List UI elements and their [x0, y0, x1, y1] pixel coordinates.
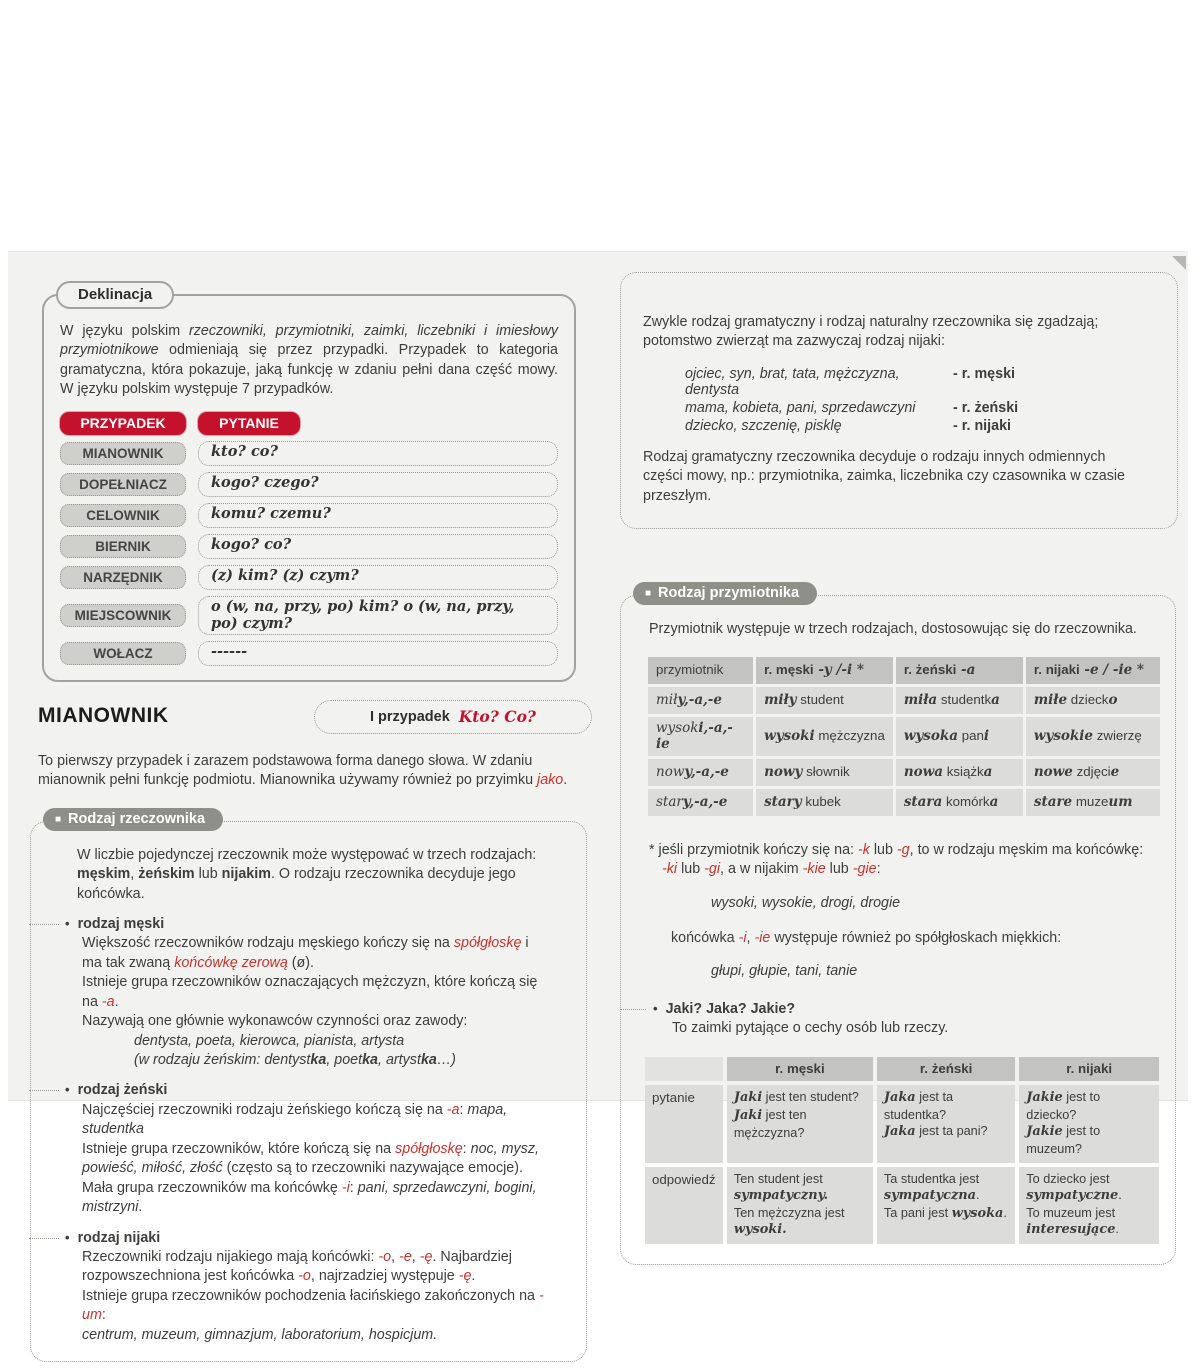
table-cell: miłe dziecko	[1026, 687, 1160, 714]
question-answer-table	[641, 1053, 1163, 1248]
mianownik-heading-row	[30, 704, 596, 742]
case-question: komu? czemu?	[198, 503, 558, 528]
book-page	[8, 252, 1188, 1343]
table-cell: wysoki mężczyzna	[756, 717, 893, 756]
case-question: kto? co?	[198, 441, 558, 466]
bullet-title: rodzaj żeński	[77, 1082, 168, 1099]
rodzaj-naturalny-box	[620, 272, 1178, 529]
table-cell: wysokie zwierzę	[1026, 717, 1160, 756]
case-number-label: I przypadek	[370, 708, 450, 725]
example-line: (w rodzaju żeńskim: dentystka, poetka, artystka…)	[134, 1052, 456, 1068]
case-pill: WOŁACZ	[60, 642, 186, 665]
header-cell: r. męski	[727, 1057, 873, 1081]
example-line: głupi, głupie, tani, tanie	[711, 963, 858, 980]
bullet-rodzaj-meski	[65, 915, 572, 1071]
bullet-paragraph: Najczęściej rzeczowniki rodzaju żeńskiego kończą się na -a: mapa, studentka	[82, 1101, 508, 1138]
bullet-paragraph: Istnieje grupa rzeczowników pochodzenia łacińskiego zakończonych na -um:	[82, 1287, 544, 1324]
adjective-table-row	[648, 687, 1160, 714]
row-label: odpowiedź	[645, 1167, 723, 1245]
case-question: kogo? czego?	[198, 472, 558, 497]
rodzaj-przymiotnika-box	[620, 585, 1176, 1265]
table-cell: miły,-a,-e	[648, 687, 753, 714]
header-cell: r. żeński	[877, 1057, 1015, 1081]
case-question: ------	[198, 641, 558, 666]
case-pill: CELOWNIK	[60, 504, 186, 527]
deklinacja-label: Deklinacja	[56, 281, 174, 309]
example-line: wysoki, wysokie, drogi, drogie	[711, 894, 901, 911]
table-cell: Jaki jest ten student? Jaki jest ten mężczyzna?	[727, 1085, 873, 1163]
question-column-header: PYTANIE	[198, 412, 300, 435]
bullet-paragraph: Istnieje grupa rzeczowników, które kończą się na spółgłoskę: noc, mysz, powieść, miłość, złość (często są to rzeczowniki nazywające emocje).	[82, 1140, 539, 1177]
adjective-table-row	[648, 717, 1160, 756]
case-pill: MIEJSCOWNIK	[60, 604, 186, 627]
mianownik-heading: MIANOWNIK	[38, 703, 169, 727]
case-question: o (w, na, przy, po) kim? o (w, na, przy, po) czym?	[198, 596, 558, 635]
round-bullet-icon: •	[653, 1000, 658, 1016]
bullet-paragraph: Rzeczowniki rodzaju nijakiego mają końcówki: -o, -e, -ę. Najbardziej rozpowszechniona jest końcówka -o, najrzadziej występuje -ę.	[82, 1248, 512, 1285]
table-cell: nowy,-a,-e	[648, 759, 753, 786]
section-pill-label: Rodzaj przymiotnika	[658, 585, 800, 602]
adjective-table-row	[648, 759, 1160, 786]
footnote: * jeśli przymiotnik kończy się na: -k lub -g, to w rodzaju męskim ma końcówkę: -ki lub -gi, a w nijakim -kie lub -gie:	[649, 841, 1144, 878]
section-pill	[633, 582, 817, 605]
case-number-badge	[314, 700, 592, 734]
qa-table-row-pytanie	[645, 1085, 1159, 1163]
table-cell: stara komórka	[896, 789, 1023, 816]
gender-label: - r. żeński	[953, 399, 1019, 416]
table-cell: nowe zdjęcie	[1026, 759, 1160, 786]
header-cell: r. męski -y /-i *	[756, 657, 893, 684]
gender-label: - r. nijaki	[953, 417, 1012, 434]
table-cell: miła studentka	[896, 687, 1023, 714]
case-pill: DOPEŁNIACZ	[60, 473, 186, 496]
adjective-table	[645, 654, 1163, 819]
paragraph: Zwykle rodzaj gramatyczny i rodzaj naturalny rzeczownika się zgadzają; potomstwo zwierząt ma zazwyczaj rodzaj nijaki:	[643, 314, 1099, 350]
example-words: dziecko, szczenię, pisklę	[685, 417, 842, 434]
case-question-label: Kto? Co?	[458, 707, 536, 727]
square-bullet-icon: ■	[55, 813, 62, 825]
table-cell: Ta studentka jest sympatyczna. Ta pani jest wysoka.	[877, 1167, 1015, 1245]
table-cell: Ten student jest sympatyczny. Ten mężczyzna jest wysoki.	[727, 1167, 873, 1245]
bullet-title: rodzaj nijaki	[77, 1229, 161, 1246]
case-pill: MIANOWNIK	[60, 442, 186, 465]
bullet-rodzaj-nijaki	[65, 1229, 572, 1346]
deklinacja-intro: W języku polskim rzeczowniki, przymiotniki, zaimki, liczebniki i imiesłowy przymiotnikowe odmieniają się przez przypadki. Przypadek to kategoria gramatyczna, która pokazuje, jaką funkcję w zdaniu pełni dana część mowy. W języku polskim występuje 7 przypadków.	[60, 323, 558, 398]
bullet-rodzaj-zenski	[65, 1081, 572, 1217]
section-pill-label: Rodzaj rzeczownika	[68, 810, 206, 827]
right-column	[620, 252, 1176, 1265]
case-column-header: PRZYPADEK	[60, 412, 186, 435]
bullet-title: rodzaj męski	[77, 915, 165, 932]
adjective-table-row	[648, 789, 1160, 816]
deklinacja-box	[42, 286, 576, 682]
rodzaj-rzeczownika-intro: W liczbie pojedynczej rzeczownik może występować w trzech rodzajach: męskim, żeńskim lub nijakim. O rodzaju rzeczownika decyduje jego końcówka.	[77, 846, 537, 902]
table-cell: stare muzeum	[1026, 789, 1160, 816]
mianownik-intro: To pierwszy przypadek i zarazem podstawowa forma danego słowa. W zdaniu mianownik pełni funkcję podmiotu. Mianownika używamy również po przyimku jako.	[38, 752, 568, 789]
gender-examples	[685, 366, 1167, 434]
table-cell: wysoki,-a,-ie	[648, 717, 753, 756]
example-words: ojciec, syn, brat, tata, mężczyzna, dentysta	[685, 365, 900, 398]
header-cell: r. żeński -a	[896, 657, 1023, 684]
round-bullet-icon: •	[65, 1082, 70, 1098]
case-table	[60, 412, 558, 666]
paragraph: Rodzaj gramatyczny rzeczownika decyduje o rodzaju innych odmiennych części mowy, np.: przymiotnika, zaimka, liczebnika czy czasownika w czasie przeszłym.	[643, 448, 1126, 504]
case-question: (z) kim? (z) czym?	[198, 565, 558, 590]
bullet-title: Jaki? Jaka? Jakie?	[665, 1000, 796, 1017]
header-cell: przymiotnik	[648, 657, 753, 684]
left-column	[30, 252, 596, 1362]
table-cell: Jakie jest to dziecko? Jakie jest to muzeum?	[1019, 1085, 1159, 1163]
round-bullet-icon: •	[65, 1229, 70, 1245]
table-cell: nowa książka	[896, 759, 1023, 786]
case-pill: BIERNIK	[60, 535, 186, 558]
table-cell: To dziecko jest sympatyczne. To muzeum jest interesujące.	[1019, 1167, 1159, 1245]
header-cell: r. nijaki -e / -ie *	[1026, 657, 1160, 684]
example-line: dentysta, poeta, kierowca, pianista, artysta	[134, 1032, 405, 1049]
table-cell: wysoka pani	[896, 717, 1023, 756]
bullet-paragraph: Nazywają one głównie wykonawców czynności oraz zawody:	[82, 1013, 468, 1030]
case-pill: NARZĘDNIK	[60, 566, 186, 589]
header-cell: r. nijaki	[1019, 1057, 1159, 1081]
bullet-jaki	[653, 1000, 1163, 1039]
rodzaj-przymiotnika-intro: Przymiotnik występuje w trzech rodzajach, dostosowując się do rzeczownika.	[649, 621, 1137, 638]
example-words: mama, kobieta, pani, sprzedawczyni	[685, 399, 916, 416]
footnote: końcówka -i, -ie występuje również po spółgłoskach miękkich:	[671, 929, 1062, 946]
bullet-paragraph: Istnieje grupa rzeczowników oznaczających mężczyzn, które kończą się na -a.	[82, 974, 538, 1010]
qa-table-header-row	[645, 1057, 1159, 1081]
section-pill	[43, 808, 223, 831]
round-bullet-icon: •	[65, 915, 70, 931]
row-label: pytanie	[645, 1085, 723, 1163]
table-cell: nowy słownik	[756, 759, 893, 786]
table-cell: miły student	[756, 687, 893, 714]
header-cell-blank	[645, 1057, 723, 1081]
gender-label: - r. męski	[953, 365, 1015, 382]
square-bullet-icon: ■	[645, 588, 652, 600]
bullet-paragraph: Mała grupa rzeczowników ma końcówkę -i: pani, sprzedawczyni, bogini, mistrzyni.	[82, 1179, 537, 1216]
table-cell: stary,-a,-e	[648, 789, 753, 816]
adjective-table-header-row	[648, 657, 1160, 684]
bullet-paragraph: To zaimki pytające o cechy osób lub rzeczy.	[672, 1020, 949, 1037]
case-question: kogo? co?	[198, 534, 558, 559]
bullet-paragraph: Większość rzeczowników rodzaju męskiego kończy się na spółgłoskę i ma tak zwaną końcówkę zerową (ø).	[82, 935, 529, 971]
qa-table-row-odpowiedz	[645, 1167, 1159, 1245]
table-cell: Jaka jest ta studentka? Jaka jest ta pani?	[877, 1085, 1015, 1163]
table-cell: stary kubek	[756, 789, 893, 816]
rodzaj-rzeczownika-box	[30, 810, 587, 1363]
example-line: centrum, muzeum, gimnazjum, laboratorium, hospicjum.	[82, 1326, 438, 1343]
